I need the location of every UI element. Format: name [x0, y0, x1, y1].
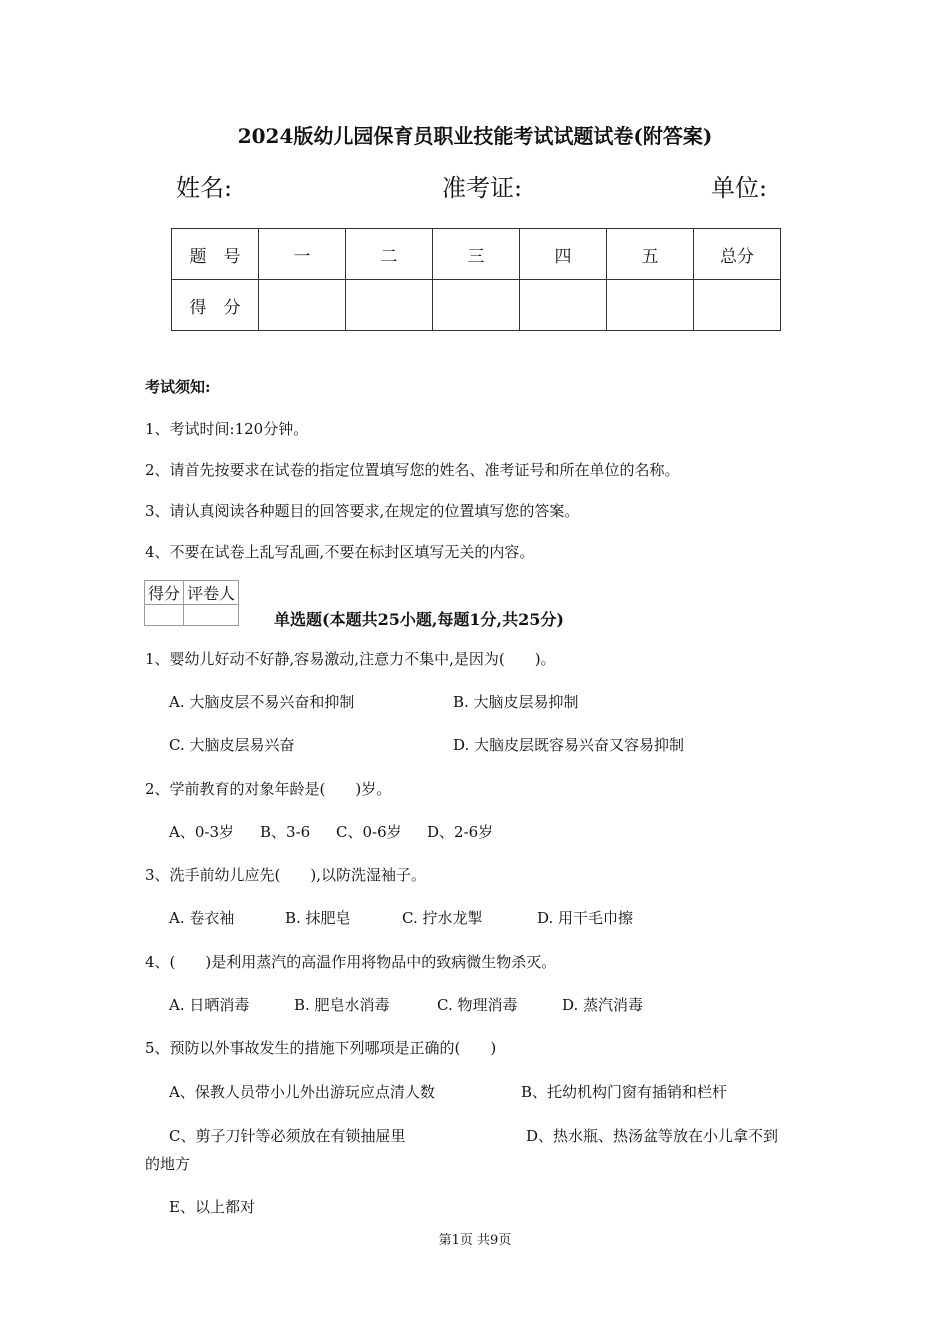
score-cell[interactable]: [520, 280, 607, 331]
document-title: 2024版幼儿园保育员职业技能考试试题试卷(附答案): [237, 124, 713, 148]
question-option: A. 卷衣袖: [169, 909, 235, 927]
score-cell[interactable]: [433, 280, 520, 331]
question-stem: 2、学前教育的对象年龄是( )岁。: [145, 780, 392, 798]
notice-item: 4、不要在试卷上乱写乱画,不要在标封区填写无关的内容。: [145, 543, 535, 561]
question-option: D、2-6岁: [427, 823, 494, 841]
question-option: A、0-3岁: [169, 823, 234, 841]
question-option: D. 蒸汽消毒: [562, 996, 644, 1014]
grader-reviewer-cell[interactable]: [184, 605, 239, 626]
notice-item: 1、考试时间:120分钟。: [145, 420, 309, 438]
score-header-cell: 题 号: [172, 229, 259, 280]
question-option: D. 大脑皮层既容易兴奋又容易抑制: [453, 736, 685, 754]
question-option: C. 拧水龙掣: [402, 909, 483, 927]
grader-score-label: 得分: [145, 581, 184, 605]
name-label: 姓名:: [176, 174, 233, 202]
score-table-score-row: [172, 280, 781, 331]
score-cell[interactable]: [607, 280, 694, 331]
score-cell[interactable]: [346, 280, 433, 331]
notice-item: 2、请首先按要求在试卷的指定位置填写您的姓名、准考证号和所在单位的名称。: [145, 461, 680, 479]
question-option: C. 大脑皮层易兴奋: [169, 736, 295, 754]
score-table-header-row: [172, 229, 781, 280]
score-header-cell: 三: [433, 229, 520, 280]
question-stem: 3、洗手前幼儿应先( ),以防洗湿袖子。: [145, 866, 427, 884]
question-option: E、以上都对: [169, 1198, 255, 1216]
unit-label: 单位:: [711, 174, 768, 202]
question-stem: 1、婴幼儿好动不好静,容易激动,注意力不集中,是因为( )。: [145, 650, 556, 668]
page-footer: 第1页 共9页: [438, 1233, 512, 1248]
question-option: A. 大脑皮层不易兴奋和抑制: [169, 693, 355, 711]
question-option: A、保教人员带小儿外出游玩应点清人数: [169, 1083, 435, 1101]
question-option: B. 大脑皮层易抑制: [453, 693, 579, 711]
question-option: C、剪子刀针等必须放在有锁抽屉里: [169, 1127, 406, 1145]
score-header-cell: 总分: [694, 229, 781, 280]
score-header-cell: 一: [259, 229, 346, 280]
grader-score-cell[interactable]: [145, 605, 184, 626]
question-option: D、热水瓶、热汤盆等放在小儿拿不到: [526, 1127, 779, 1145]
grader-reviewer-label: 评卷人: [184, 581, 239, 605]
question-stem: 4、( )是利用蒸汽的高温作用将物品中的致病微生物杀灭。: [145, 953, 557, 971]
score-cell[interactable]: [694, 280, 781, 331]
notice-heading: 考试须知:: [145, 378, 211, 396]
question-option: A. 日晒消毒: [169, 996, 250, 1014]
score-header-cell: 五: [607, 229, 694, 280]
section-heading: 单选题(本题共25小题,每题1分,共25分): [274, 610, 564, 629]
question-option: B. 抹肥皂: [285, 909, 351, 927]
exam-number-label: 准考证:: [442, 174, 523, 202]
question-option: B、3-6: [260, 823, 311, 841]
question-option: B. 肥皂水消毒: [294, 996, 390, 1014]
question-option: C. 物理消毒: [437, 996, 518, 1014]
score-row-label: 得 分: [172, 280, 259, 331]
question-option-continuation: 的地方: [145, 1155, 191, 1173]
question-option: D. 用干毛巾擦: [537, 909, 634, 927]
score-cell[interactable]: [259, 280, 346, 331]
score-header-cell: 二: [346, 229, 433, 280]
notice-item: 3、请认真阅读各种题目的回答要求,在规定的位置填写您的答案。: [145, 502, 580, 520]
grader-table: [144, 580, 239, 626]
score-table: [171, 228, 781, 331]
question-option: B、托幼机构门窗有插销和栏杆: [521, 1083, 728, 1101]
score-header-cell: 四: [520, 229, 607, 280]
question-option: C、0-6岁: [336, 823, 402, 841]
question-stem: 5、预防以外事故发生的措施下列哪项是正确的( ): [145, 1039, 497, 1057]
